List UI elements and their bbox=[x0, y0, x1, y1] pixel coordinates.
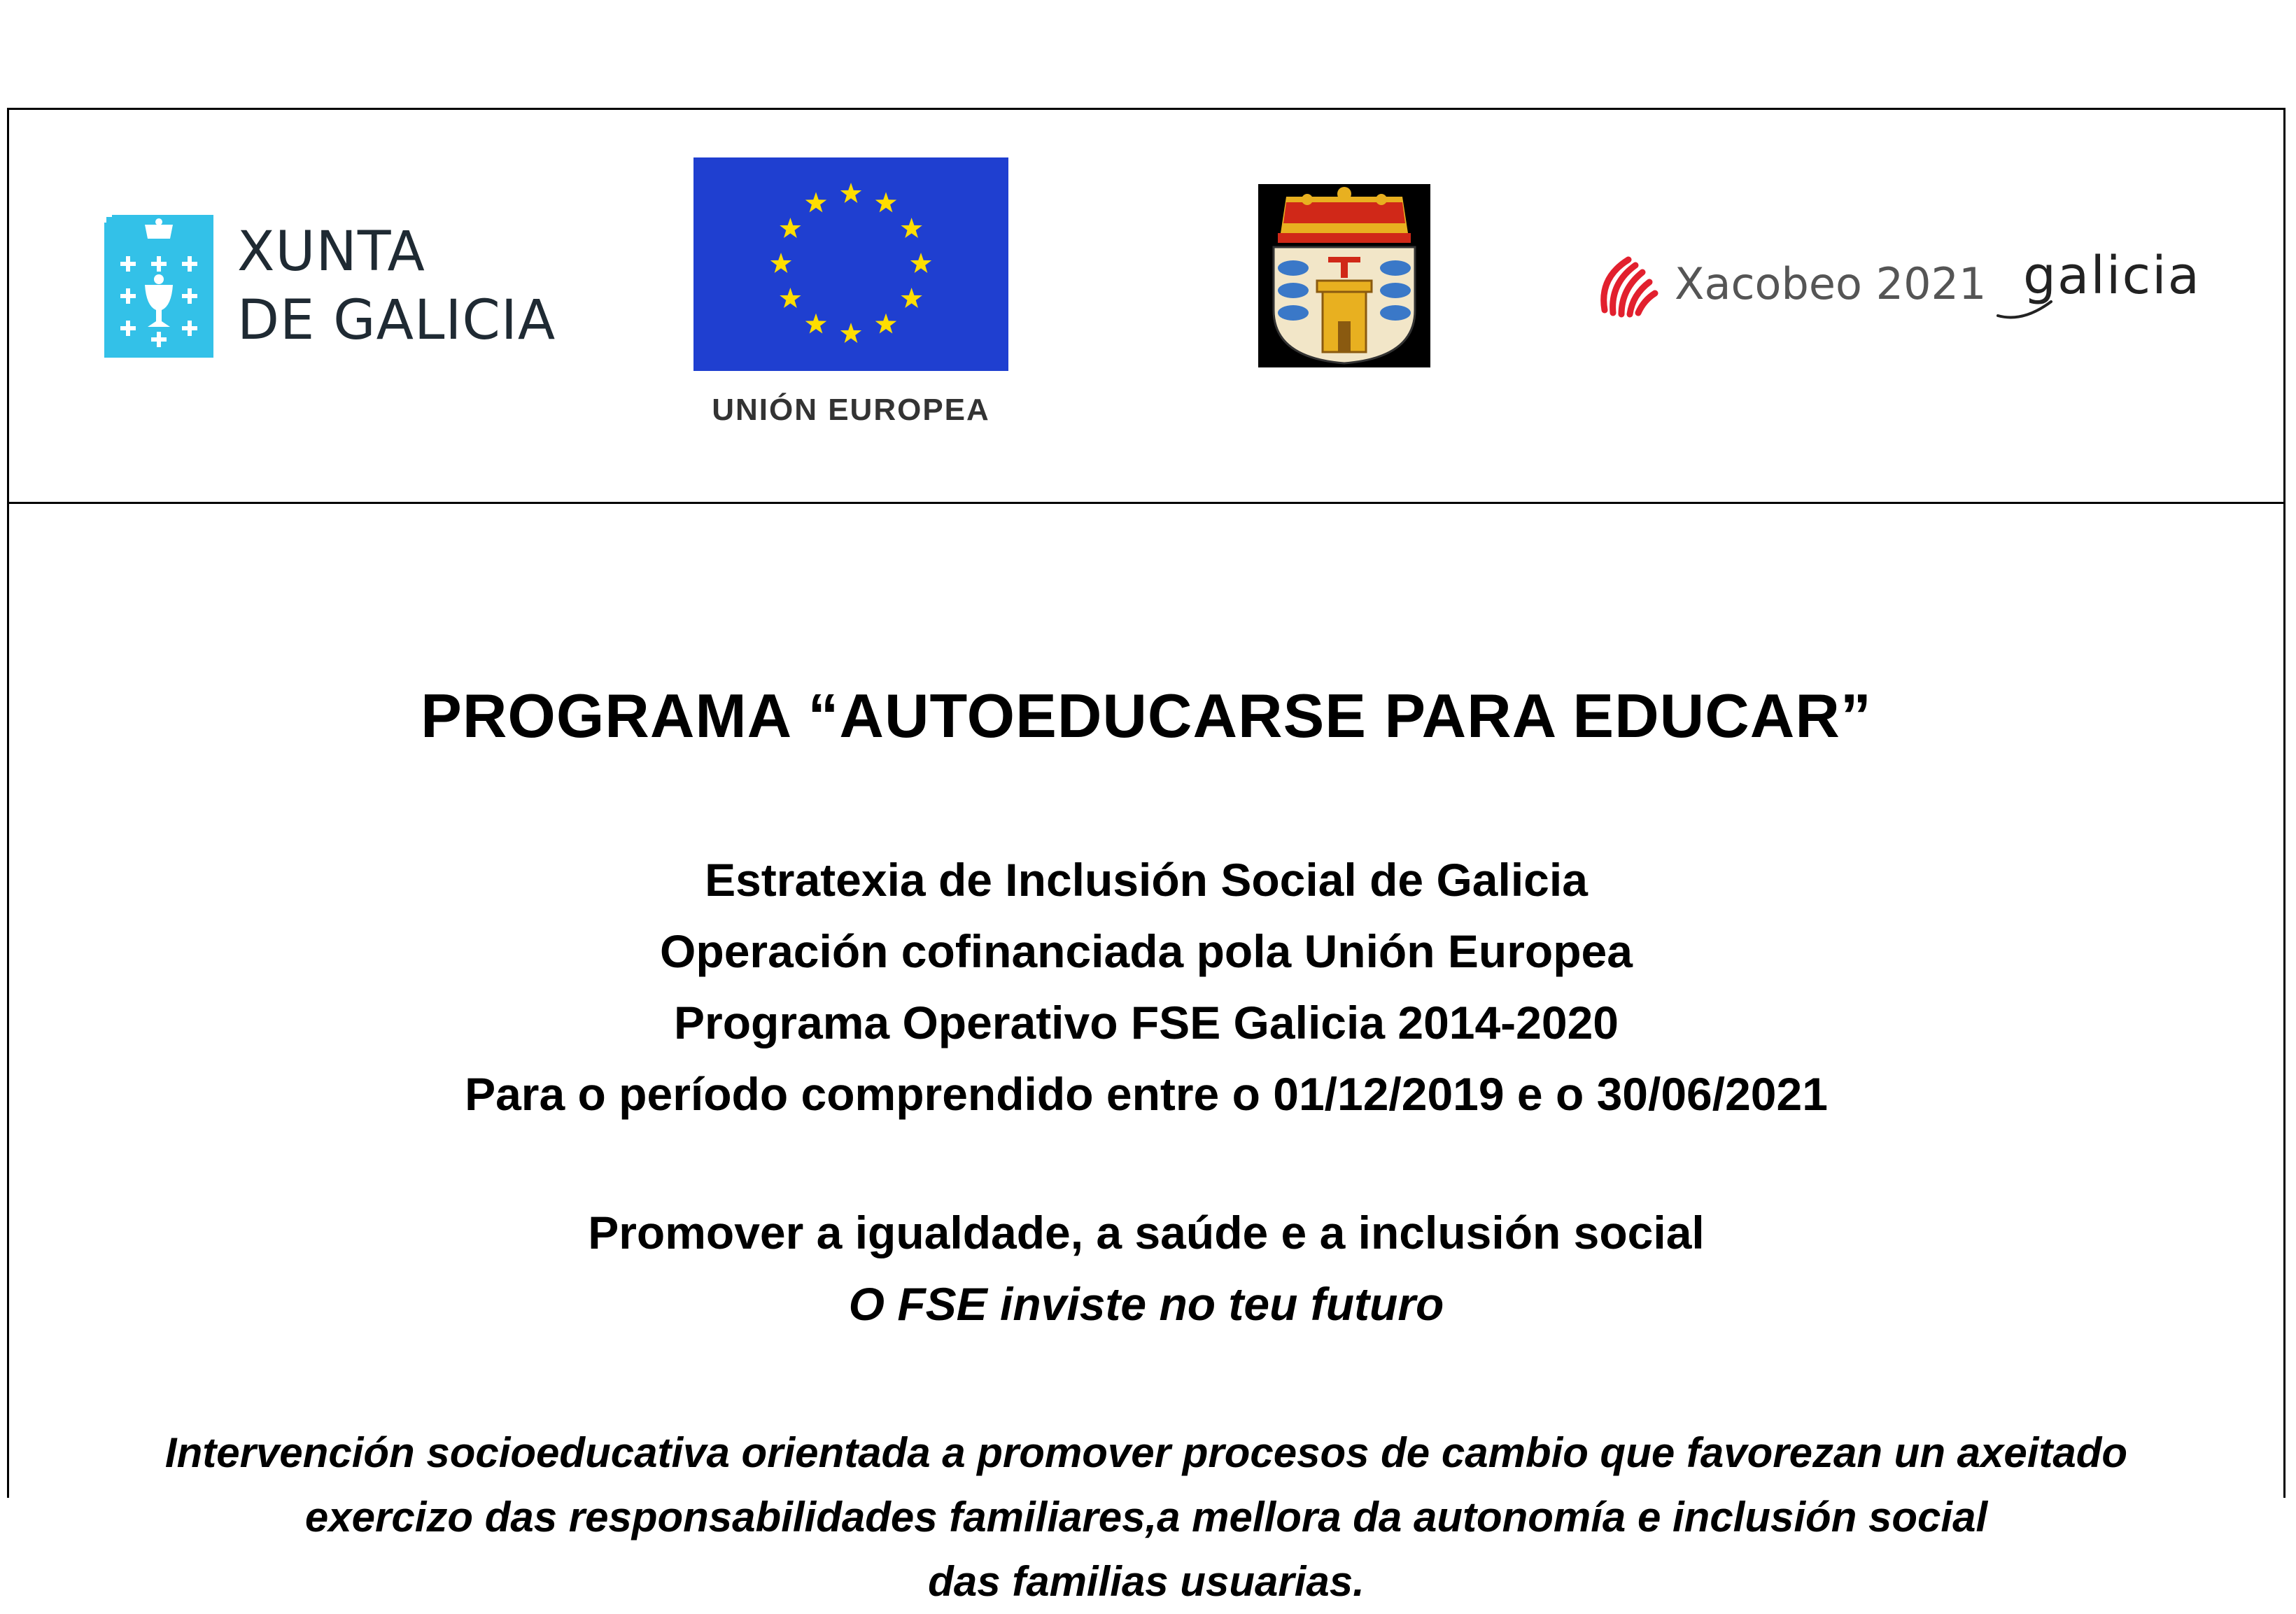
program-info bbox=[9, 844, 2283, 1130]
coat-of-arms-icon bbox=[1258, 184, 1430, 367]
description-line: exercizo das responsabilidades familiares,a mellora da autonomía e inclusión social bbox=[304, 1494, 1988, 1541]
eu-star-icon bbox=[805, 192, 826, 212]
xunta-wordmark bbox=[237, 218, 556, 355]
eu-star-icon bbox=[875, 192, 896, 212]
xunta-line-2: DE GALICIA bbox=[237, 289, 556, 352]
eu-star-icon bbox=[910, 253, 931, 273]
scallop-shell-icon bbox=[1592, 250, 1665, 323]
eu-star-icon bbox=[901, 218, 922, 238]
xunta-logo bbox=[104, 215, 580, 358]
program-title: PROGRAMA “AUTOEDUCARSE PARA EDUCAR” bbox=[421, 681, 1872, 750]
xacobeo-logo bbox=[1592, 250, 1987, 323]
description-line: das familias usuarias. bbox=[928, 1558, 1365, 1605]
eu-caption: UNIÓN EUROPEA bbox=[712, 393, 990, 427]
info-line: Estratexia de Inclusión Social de Galicia bbox=[705, 854, 1588, 906]
eu-star-icon bbox=[840, 323, 861, 343]
galicia-wordmark: galicia bbox=[2023, 246, 2202, 306]
eu-star-icon bbox=[780, 288, 801, 308]
xacobeo-wordmark: Xacobeo 2021 bbox=[1675, 258, 1987, 309]
poster-frame bbox=[7, 108, 2286, 1605]
eu-star-icon bbox=[780, 218, 801, 238]
eu-star-icon bbox=[805, 314, 826, 334]
description-line: Intervención socioeducativa orientada a promover procesos de cambio que favorezan un axeitado bbox=[164, 1429, 2128, 1476]
info-line: Para o período comprendido entre o 01/12/2019 e o 30/06/2021 bbox=[465, 1068, 1828, 1120]
promo-block bbox=[9, 1197, 2283, 1340]
eu-flag-icon bbox=[693, 157, 1008, 371]
xunta-line-1: XUNTA bbox=[237, 220, 425, 283]
eu-star-icon bbox=[770, 253, 791, 273]
logo-band bbox=[9, 110, 2283, 504]
eu-star-icon bbox=[840, 183, 861, 203]
motto-line: O FSE inviste no teu futuro bbox=[848, 1278, 1444, 1330]
eu-logo bbox=[693, 157, 1008, 437]
galicia-swash-icon bbox=[1995, 288, 2079, 323]
info-line: Programa Operativo FSE Galicia 2014-2020 bbox=[673, 997, 1619, 1048]
description-block bbox=[9, 1421, 2283, 1614]
eu-star-icon bbox=[901, 288, 922, 308]
eu-star-icon bbox=[875, 314, 896, 334]
promo-line: Promover a igualdade, a saúde e a inclusión social bbox=[588, 1207, 1705, 1258]
xunta-emblem-icon bbox=[104, 215, 213, 358]
galicia-logo bbox=[1995, 246, 2212, 323]
info-line: Operación cofinanciada pola Unión Europea bbox=[660, 925, 1633, 977]
